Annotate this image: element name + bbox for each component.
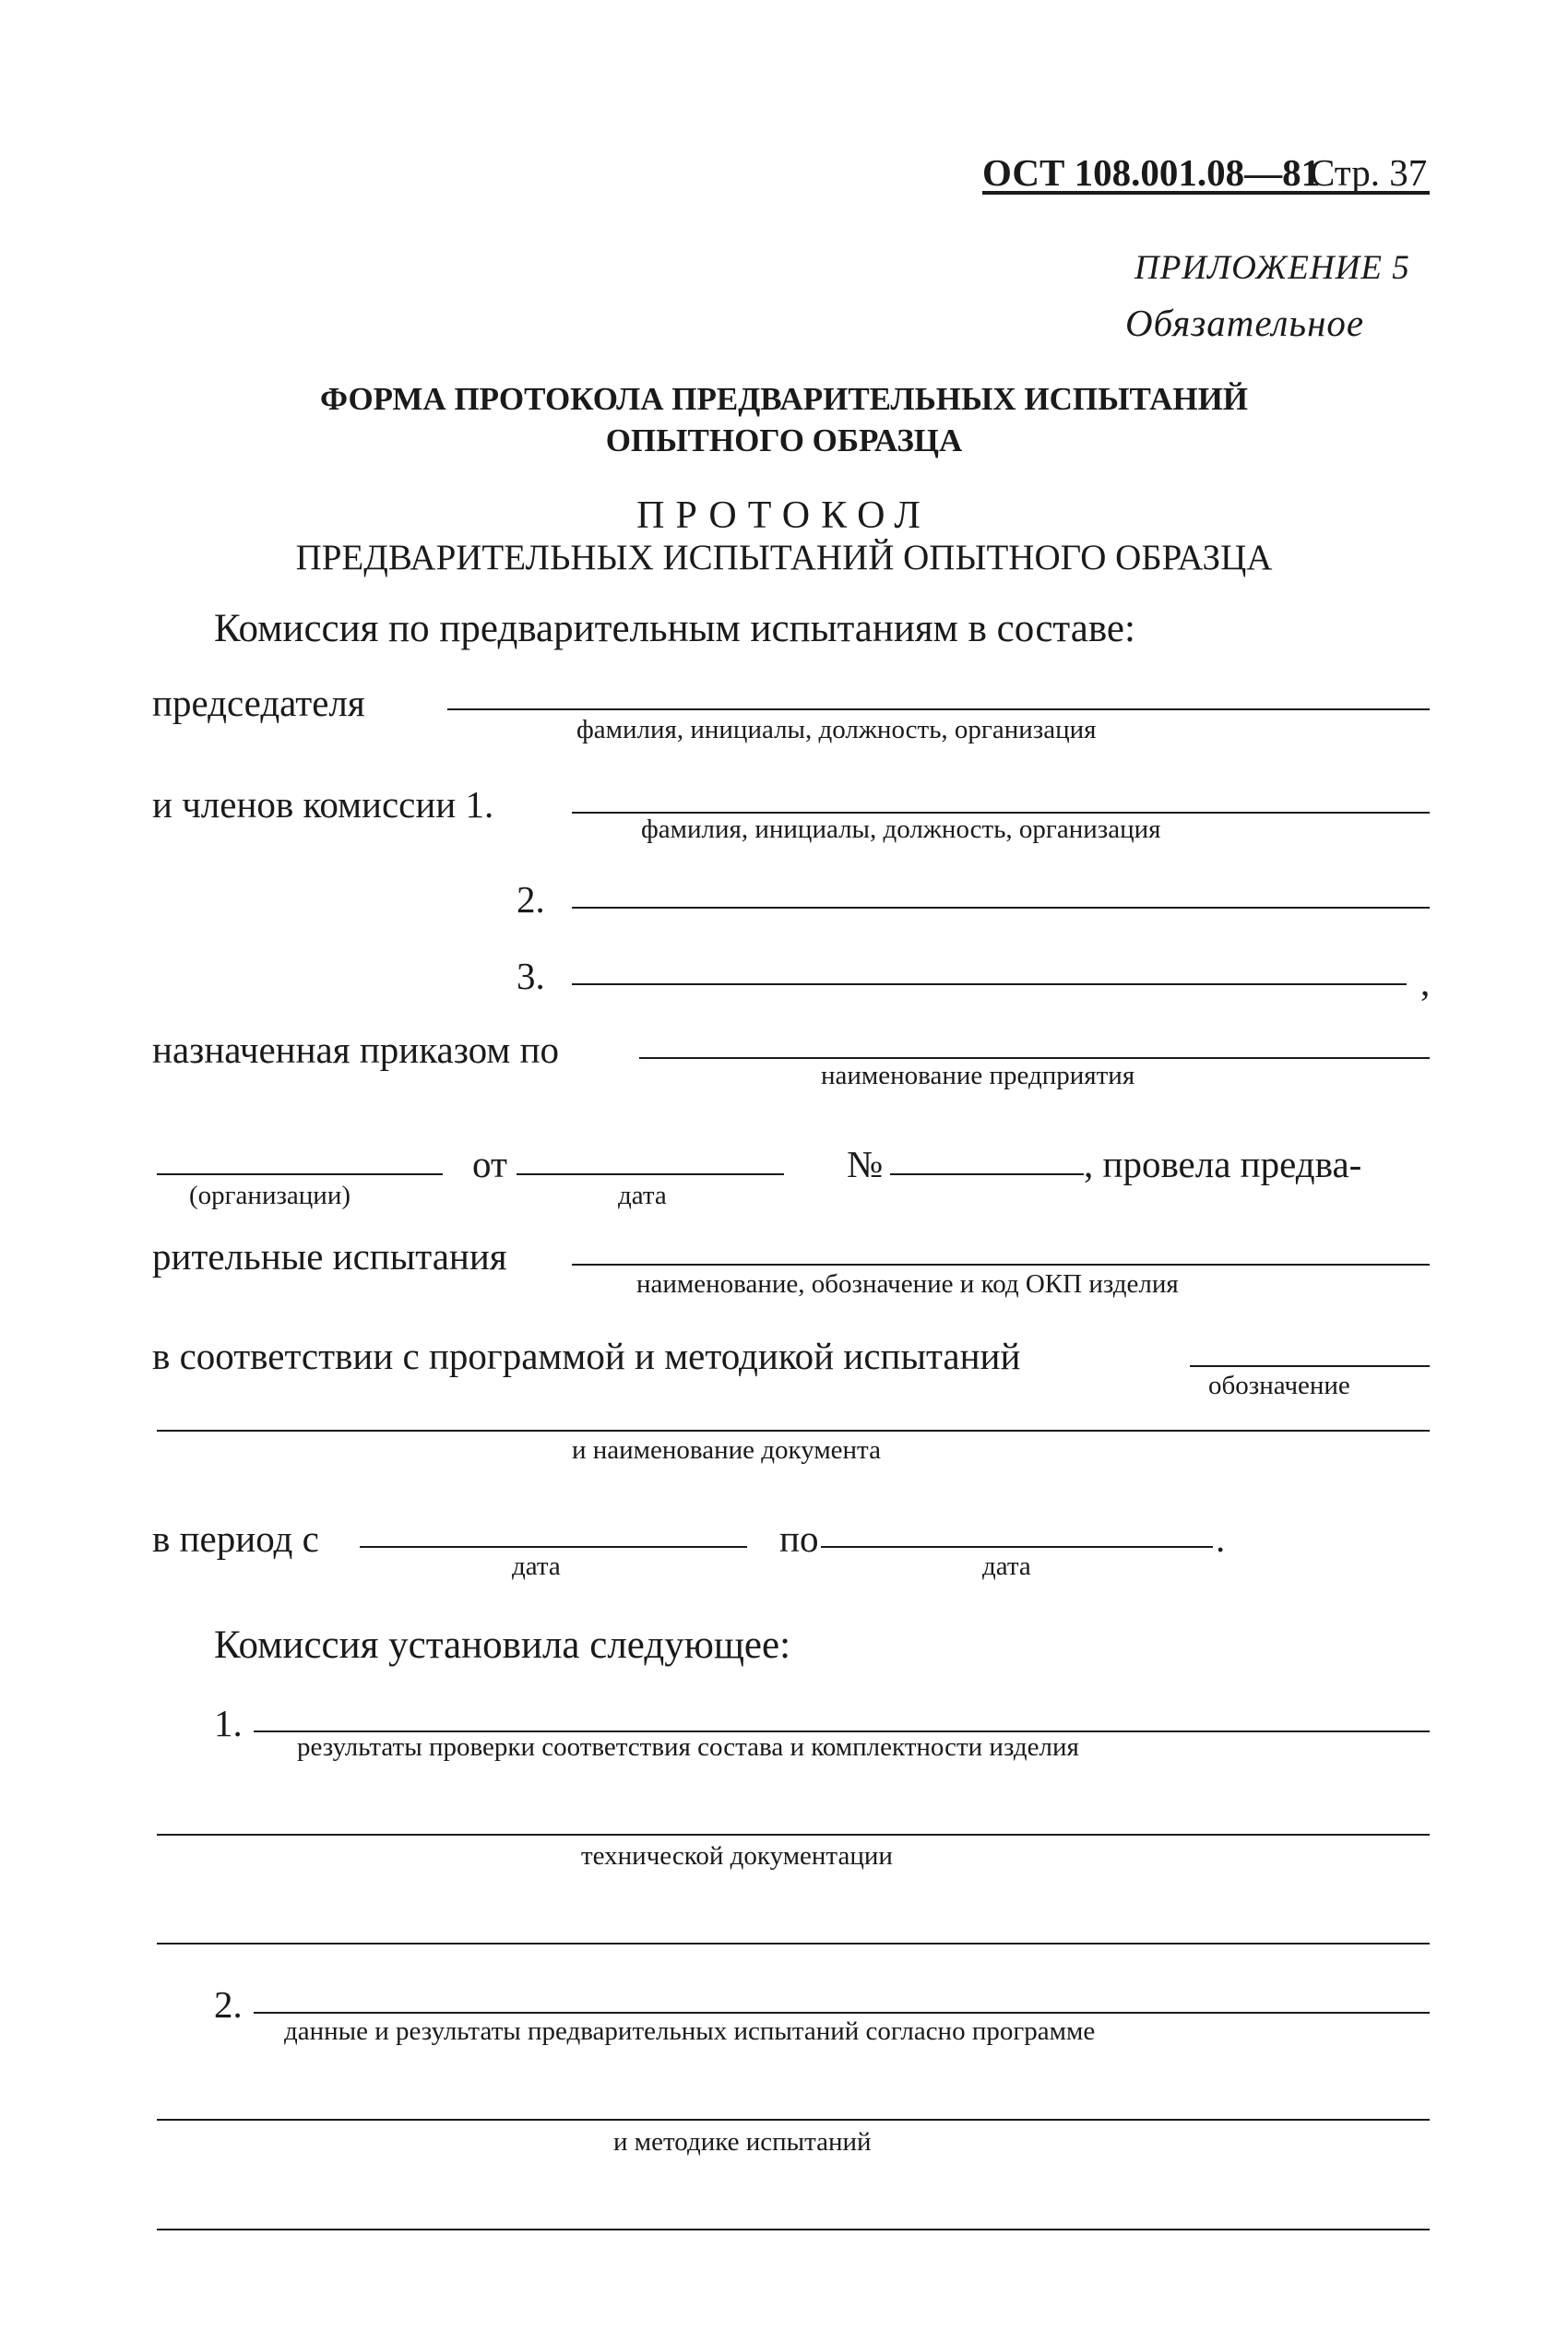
organization-line[interactable]: [157, 1173, 443, 1175]
period-to-caption: дата: [982, 1552, 1031, 1581]
period-to-label: по: [779, 1517, 819, 1560]
member3-line[interactable]: [572, 983, 1407, 985]
product-caption: наименование, обозначение и код ОКП изделия: [636, 1269, 1179, 1299]
appointment-label: назначенная приказом по: [152, 1029, 560, 1071]
order-date-caption: дата: [618, 1181, 667, 1210]
findings-intro: Комиссия установила следующее:: [214, 1623, 791, 1667]
conducted-text: , провела предва-: [1084, 1143, 1362, 1185]
members-caption: фамилия, инициалы, должность, организация: [641, 815, 1161, 844]
document-line[interactable]: [157, 1430, 1430, 1432]
from-label: от: [472, 1143, 507, 1185]
member2-number: 2.: [517, 878, 545, 921]
protocol-subheading: ПРЕДВАРИТЕЛЬНЫХ ИСПЫТАНИЙ ОПЫТНОГО ОБРАЗЦА: [295, 538, 1273, 577]
finding2-line3[interactable]: [157, 2229, 1430, 2230]
period-from-caption: дата: [512, 1552, 561, 1581]
chair-label: председателя: [152, 682, 365, 724]
designation-line[interactable]: [1190, 1365, 1430, 1367]
member3-number: 3.: [517, 955, 545, 997]
page-number: Стр. 37: [1310, 151, 1428, 194]
finding2-number: 2.: [214, 1983, 243, 2026]
document-caption: и наименование документа: [572, 1435, 881, 1465]
finding2-caption: данные и результаты предварительных испытаний согласно программе: [284, 2016, 1096, 2046]
member1-line[interactable]: [572, 812, 1430, 814]
enterprise-line[interactable]: [639, 1057, 1430, 1059]
finding1-caption: результаты проверки соответствия состава и комплектности изделия: [297, 1732, 1079, 1762]
member3-comma: ,: [1420, 961, 1431, 1004]
number-label: №: [847, 1143, 884, 1185]
program-label: в соответствии с программой и методикой испытаний: [152, 1335, 1021, 1377]
enterprise-caption: наименование предприятия: [821, 1061, 1135, 1090]
order-number-line[interactable]: [890, 1173, 1084, 1175]
product-line[interactable]: [572, 1264, 1430, 1266]
finding1-line3[interactable]: [157, 1943, 1430, 1944]
finding2-line[interactable]: [254, 2012, 1430, 2014]
commission-intro: Комиссия по предварительным испытаниям в составе:: [214, 607, 1135, 650]
period-from-line[interactable]: [360, 1546, 747, 1548]
form-title-line1: ФОРМА ПРОТОКОЛА ПРЕДВАРИТЕЛЬНЫХ ИСПЫТАНИЙ: [319, 381, 1249, 417]
period-label: в период с: [152, 1517, 319, 1560]
period-to-line[interactable]: [821, 1546, 1213, 1548]
order-date-line[interactable]: [517, 1173, 784, 1175]
header-underline: [982, 191, 1430, 195]
member2-line[interactable]: [572, 907, 1430, 909]
finding2-line2[interactable]: [157, 2119, 1430, 2121]
finding2-caption2: и методике испытаний: [613, 2127, 872, 2157]
finding1-line2[interactable]: [157, 1834, 1430, 1836]
doc-code: ОСТ 108.001.08—81: [982, 151, 1321, 194]
members-label: и членов комиссии 1.: [152, 783, 494, 826]
designation-caption: обозначение: [1208, 1371, 1350, 1400]
appendix-status: Обязательное: [1125, 302, 1365, 344]
tests-label: рительные испытания: [152, 1235, 507, 1278]
form-title-line2: ОПЫТНОГО ОБРАЗЦА: [605, 422, 963, 458]
organization-caption: (организации): [189, 1181, 351, 1210]
finding1-caption2: технической документации: [581, 1841, 893, 1871]
chair-caption: фамилия, инициалы, должность, организация: [576, 715, 1097, 744]
period-end: .: [1216, 1517, 1226, 1560]
appendix-title: ПРИЛОЖЕНИЕ 5: [1134, 249, 1410, 287]
finding1-number: 1.: [214, 1702, 243, 1744]
chair-line[interactable]: [447, 708, 1430, 710]
protocol-heading: ПРОТОКОЛ: [636, 494, 932, 537]
